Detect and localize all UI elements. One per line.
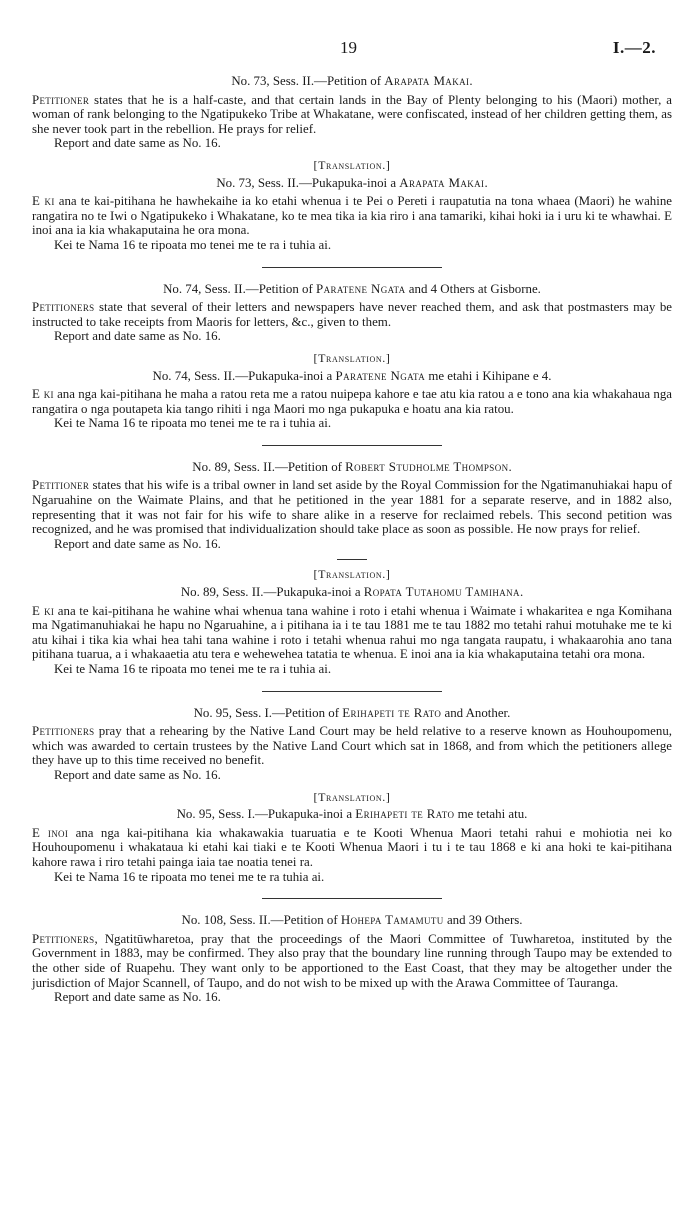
petition-title: No. 74, Sess. II.—Petition of Paratene Ngata and 4 Others at Gisborne. — [163, 281, 541, 296]
section-divider — [262, 267, 442, 268]
translation-text: E ki ana te kai-pitihana he wahine whai whenua tana wahine i roto i etahi whenua i Waimate i whakaritea e nga Komihana ma Ngatimanuhiakai he hapu no Ngaruahine, a i pitihana ia i te tau 1881 me te tau 1882 mo tetahi rahui motuhake me te ki atu kihai i tika kia whai hea tahi tana wahine i roto i tetahi whenua rahui mo nga tangata raupatu, i whakaarohia ano tana pitihana tuarua, a i whakaaetia atu tera e wehewehea tatatia te whenua. E inoi ana ia kia whakaputaina tetahi ora mona. — [32, 603, 673, 662]
translation-label: [Translation.] — [313, 567, 391, 582]
report-line: Report and date same as No. 16. — [54, 136, 221, 151]
petitioner-name: Robert Studholme Thompson — [345, 459, 509, 474]
translation-text: E ki ana nga kai-pitihana he maha a ratou reta me a ratou nuipepa kahore e tae atu kia ratou a e tono ana kia whakahaua nga rangatira o nga poutapeta kia tango rihiti i nga Maori mo nga pukapuka e hoatu ana kia ratou. — [32, 387, 672, 416]
translation-title: No. 89, Sess. II.—Pukapuka-inoi a Ropata Tutahomu Tamihana. — [180, 585, 524, 600]
translation-label: [Translation.] — [313, 789, 391, 804]
petitioner-name: Ropata Tutahomu Tamihana — [363, 585, 520, 600]
translation-report-line: Kei te Nama 16 te ripoata mo tenei me te ra tuhia ai. — [54, 869, 325, 884]
petitioner-name: Arapata Makai — [384, 74, 470, 88]
petitioner-name: Paratene Ngata — [335, 368, 426, 383]
translation-label: [Translation.] — [313, 157, 391, 172]
petition-section — [32, 460, 672, 677]
document-body — [32, 74, 672, 1005]
translation-report-line: Kei te Nama 16 te ripoata mo tenei me te ra i tuhia ai. — [54, 416, 332, 431]
petitioner-name: Paratene Ngata — [316, 281, 406, 296]
petition-text: Petitioners state that several of their letters and newspapers have never reached them, and ask that postmasters may be instructed to take receipts from Maoris for letters, &c., given to them. — [32, 300, 672, 329]
translation-title: No. 74, Sess. II.—Pukapuka-inoi a Paratene Ngata me etahi i Kihipane e 4. — [152, 368, 552, 383]
petition-title: No. 89, Sess. II.—Petition of Robert Studholme Thompson. — [192, 459, 512, 474]
petition-title: No. 108, Sess. II.—Petition of Hohepa Tamamutu and 39 Others. — [181, 913, 523, 928]
section-divider — [262, 445, 442, 446]
petition-text: Petitioners pray that a rehearing by the Native Land Court may be held relative to a reserve known as Houhoupomenu, which was awarded to certain trustees by the Native Land Court which sat in 1868, and from which the petitioners allege they have up to this time received no benefit. — [32, 724, 672, 768]
translation-title: No. 95, Sess. I.—Pukapuka-inoi a Erihapeti te Rato me tetahi atu. — [176, 807, 528, 822]
translation-title: No. 73, Sess. II.—Pukapuka-inoi a Arapata Makai. — [216, 175, 488, 190]
petition-text: Petitioners, Ngatitūwharetoa, pray that the proceedings of the Maori Committee of Tuwharetoa, instituted by the Government in 1883, may be confirmed. They also pray that the boundary line running through Taupo may be extended to the other side of Ruapehu. They want only to be apportioned to the East Coast, that they may be altogether under the jurisdiction of Major Scannell, of Taupo, and do not wish to be mixed up with the Arawa Committee of Tauranga. — [32, 931, 672, 990]
report-line: Report and date same as No. 16. — [54, 536, 221, 551]
petition-section — [32, 74, 672, 253]
petition-text: Petitioner states that his wife is a tribal owner in land set aside by the Royal Commission for the Ngatimanuhiakai hapu of Ngaruahine on the Waimate Plains, and that he petitioned in the year 1881 for a separate reserve, and in 1882 also, representing that it was not fair for his wife to share alike in a reserve for reclaimed rebels. This second petition was recognized, and he was promised that individualization should take place as soon as possible. He now prays for relief. — [32, 478, 672, 537]
report-line: Report and date same as No. 16. — [54, 990, 221, 1005]
petition-section — [32, 282, 672, 431]
petitioner-name: Erihapeti te Rato — [342, 705, 442, 720]
report-line: Report and date same as No. 16. — [54, 329, 221, 344]
petitioner-name: Arapata Makai — [399, 175, 485, 190]
petition-title: No. 95, Sess. I.—Petition of Erihapeti te Rato and Another. — [193, 705, 511, 720]
petition-section — [32, 706, 672, 885]
petitioner-name: Hohepa Tamamutu — [340, 913, 444, 928]
petition-title: No. 73, Sess. II.—Petition of Arapata Makai. — [231, 74, 473, 88]
petition-section — [32, 913, 672, 1005]
document-reference: I.—2. — [612, 38, 656, 57]
section-divider — [262, 691, 442, 692]
translation-label: [Translation.] — [313, 350, 391, 365]
petition-text: Petitioner states that he is a half-caste, and that certain lands in the Bay of Plenty belonging to his (Maori) mother, a woman of rank belonging to the Ngatipukeko Tribe at Whakatane, were confiscated, instead of her children getting them, as she never took part in the rebellion. He prays for relief. — [32, 92, 672, 136]
report-line: Report and date same as No. 16. — [54, 767, 221, 782]
translation-report-line: Kei te Nama 16 te ripoata mo tenei me te ra i tuhia ai. — [54, 662, 332, 676]
page-number: 19 — [340, 38, 357, 57]
translation-divider — [337, 559, 367, 560]
translation-text: E inoi ana nga kai-pitihana kia whakawakia tuaruatia e te Kooti Whenua Maori tetahi rahui e mohiotia nei ko Houhoupomenu i whakataua ki etahi kai tiaki e te Kooti Whenua Maori i tu i te tau 1868 e ki ana hoki te kai-pitihana kahore rawa i riro tetahi painga iaia tae noatia tenei ra. — [32, 825, 672, 869]
section-divider — [262, 898, 442, 899]
petitioner-name: Erihapeti te Rato — [355, 807, 455, 822]
translation-report-line: Kei te Nama 16 te ripoata mo tenei me te ra i tuhia ai. — [54, 237, 332, 252]
translation-text: E ki ana te kai-pitihana he hawhekaihe ia ko etahi whenua i te Pei o Pereti i raupatutia na tona whaea (Maori) he wahine rangatira no te Iwi o Ngatipukeko i Whakatane, ko te mea tika ia kia riro i ana tamariki, kihai hoki ia i uru ki te whawhai. E inoi ana ia kia whakaputaina he ora mona. — [32, 194, 672, 238]
